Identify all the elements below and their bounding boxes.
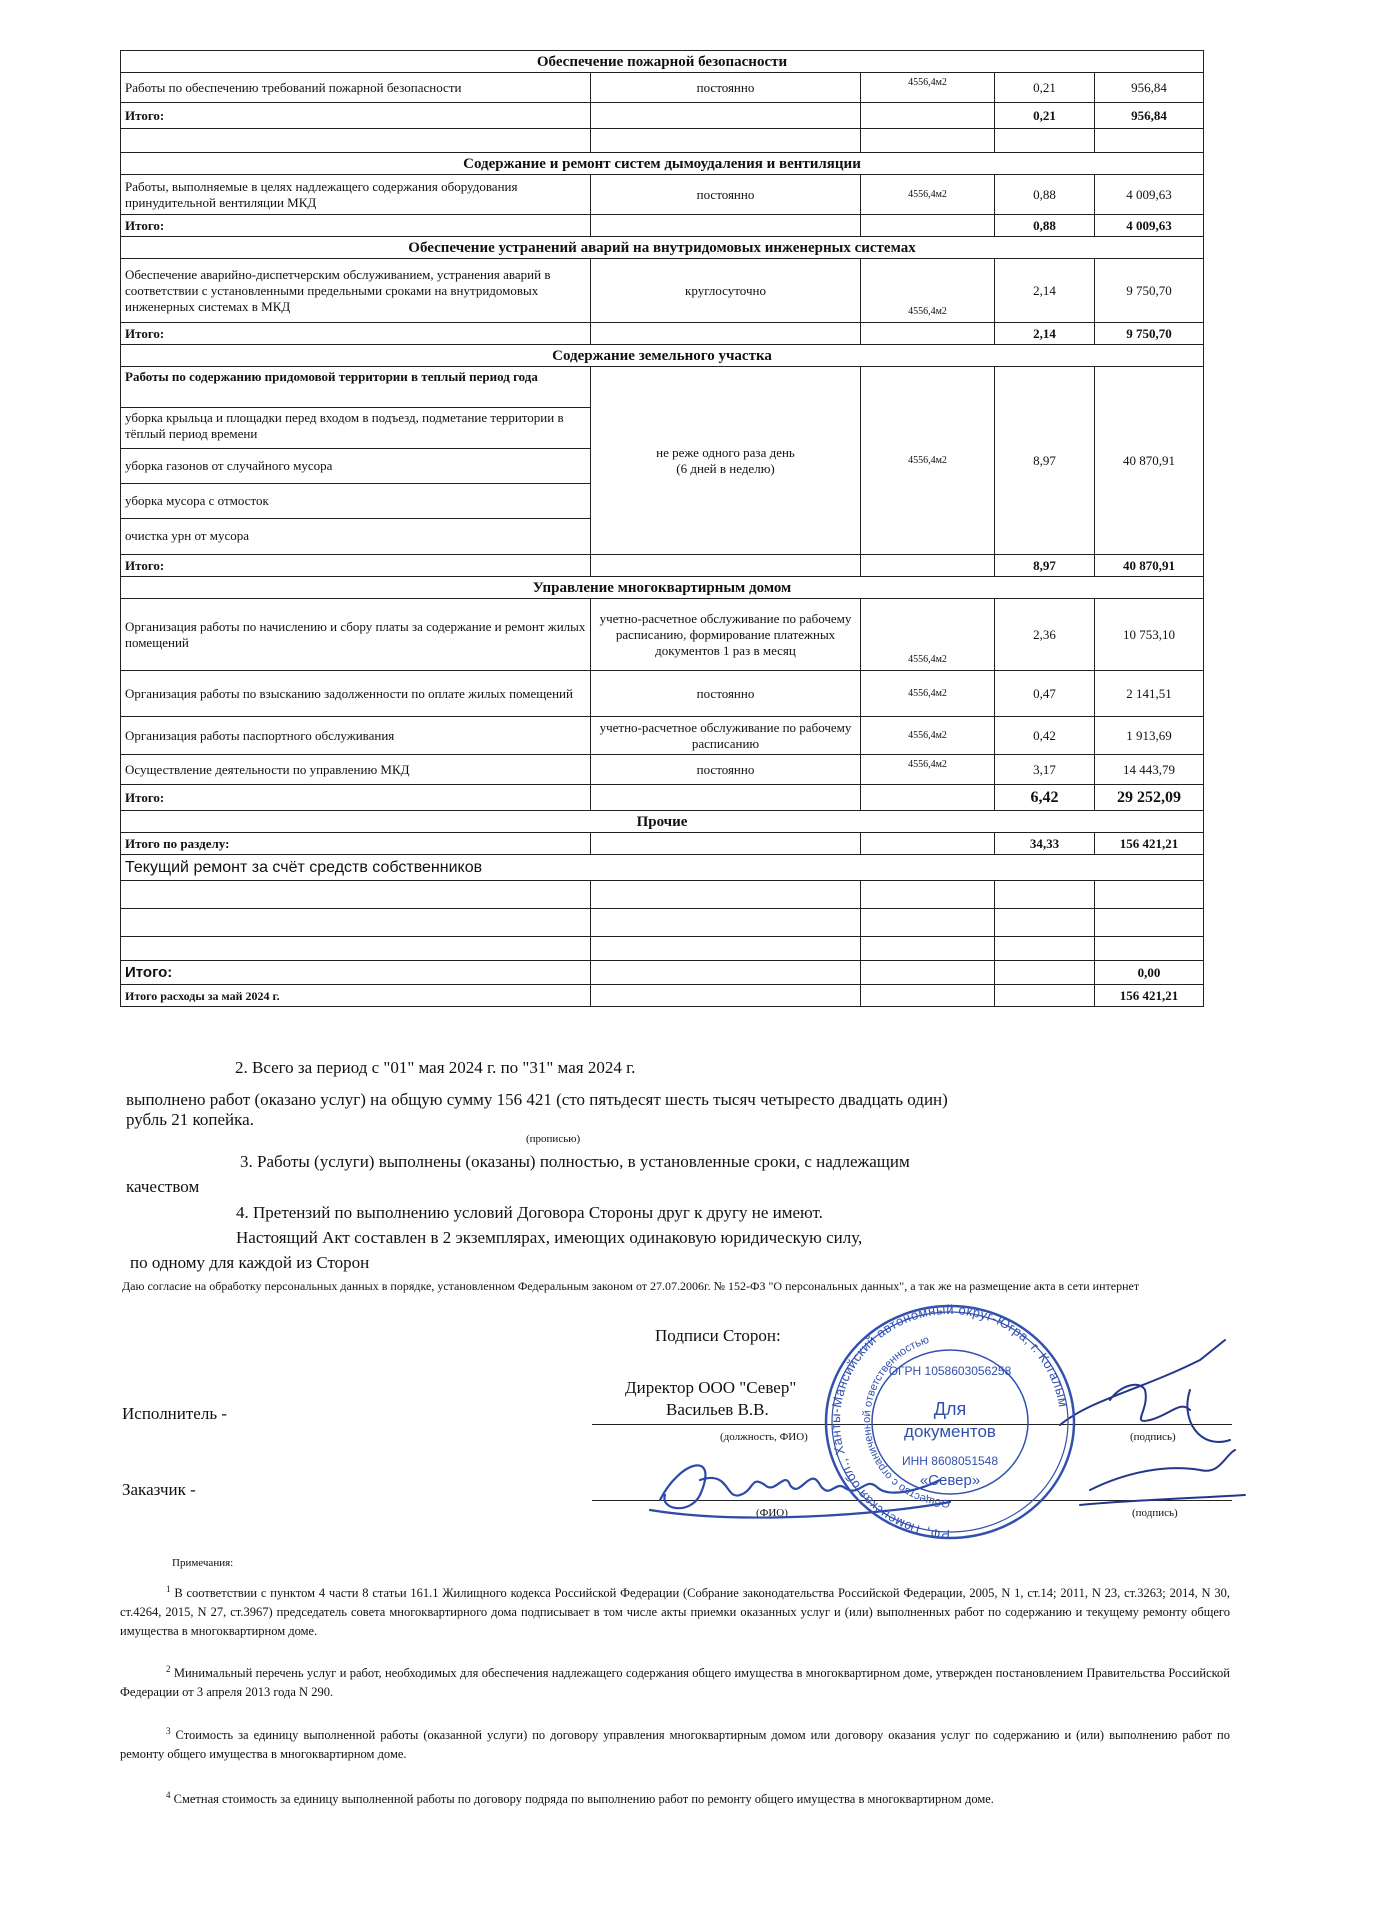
- list-item: Работы по содержанию придомовой территории в теплый период года: [121, 367, 590, 408]
- section-total-label: Итого по разделу:: [121, 833, 591, 855]
- services-table: [120, 50, 1204, 1007]
- note-1: [120, 1580, 1230, 1641]
- row-sum: 956,84: [1095, 73, 1204, 103]
- note-4-text: Сметная стоимость за единицу выполненной работы по договору подряда по выполнению работ по ремонту общего имущества в многоквартирном доме.: [173, 1792, 994, 1807]
- paragraph-2-body: выполнено работ (оказано услуг) на общую сумму 156 421 (сто пятьдесят шесть тысяч четыресто двадцать один): [126, 1090, 948, 1109]
- list-item: уборка крыльца и площадки перед входом в подъезд, подметание территории в тёплый период времени: [121, 408, 590, 449]
- repair-total-sum: 0,00: [1095, 961, 1204, 985]
- director-position: Директор ООО "Север": [625, 1378, 797, 1397]
- row-area: 4556,4м2: [861, 73, 995, 103]
- total-rate: 0,21: [995, 103, 1095, 129]
- row-period: постоянно: [591, 175, 861, 215]
- row-sum: 9 750,70: [1095, 259, 1204, 323]
- row-period: учетно-расчетное обслуживание по рабочему расписанию, формирование платежных документов 1 раз в месяц: [591, 599, 861, 671]
- total-sum: 29 252,09: [1095, 785, 1204, 811]
- note-2: [120, 1660, 1230, 1702]
- total-label: Итого:: [121, 215, 591, 237]
- section-title-other: Прочие: [121, 811, 1204, 833]
- month-total-label: Итого расходы за май 2024 г.: [121, 985, 591, 1007]
- row-area: 4556,4м2: [861, 755, 995, 785]
- note-4: [120, 1786, 1230, 1809]
- note-3: [120, 1722, 1230, 1764]
- row-area: 4556,4м2: [861, 599, 995, 671]
- repair-total-label: Итого:: [121, 961, 591, 985]
- row-area: 4556,4м2: [861, 671, 995, 717]
- total-sum: 956,84: [1095, 103, 1204, 129]
- month-total-sum: 156 421,21: [1095, 985, 1204, 1007]
- section-title-management: Управление многоквартирным домом: [121, 577, 1204, 599]
- row-sum: 2 141,51: [1095, 671, 1204, 717]
- section-total-sum: 156 421,21: [1095, 833, 1204, 855]
- row-name: Организация работы по взысканию задолженности по оплате жилых помещений: [121, 671, 591, 717]
- consent-text: Даю согласие на обработку персональных данных в порядке, установленном Федеральным законом от 27.07.2006г. № 152-ФЗ "О персональных данных", а так же на размещение акта в сети интернет: [122, 1279, 1140, 1293]
- stamp-center-text: документов: [904, 1422, 996, 1441]
- land-items-list: [121, 367, 590, 553]
- row-rate: 0,47: [995, 671, 1095, 717]
- propisyu-caption: (прописью): [526, 1133, 581, 1145]
- repair-title: Текущий ремонт за счёт средств собственников: [121, 855, 1204, 881]
- note-2-text: Минимальный перечень услуг и работ, необходимых для обеспечения надлежащего содержания общего имущества в многоквартирном доме, утвержден постановлением Правительства Российской Федерации от 3 апреля 2013 года N 290.: [120, 1666, 1230, 1700]
- row-period: постоянно: [591, 671, 861, 717]
- row-rate: 0,21: [995, 73, 1095, 103]
- row-sum: 14 443,79: [1095, 755, 1204, 785]
- total-label: Итого:: [121, 103, 591, 129]
- row-rate: 0,88: [995, 175, 1095, 215]
- list-item: уборка мусора с отмосток: [121, 484, 590, 519]
- row-sum: 40 870,91: [1095, 367, 1204, 555]
- row-area: 4556,4м2: [861, 717, 995, 755]
- section-title-land: Содержание земельного участка: [121, 345, 1204, 367]
- signatures-title: Подписи Сторон:: [655, 1326, 781, 1345]
- paragraph-4: 4. Претензий по выполнению условий Договора Стороны друг к другу не имеют.: [236, 1203, 823, 1222]
- note-1-number: 1: [166, 1584, 171, 1594]
- row-name: Организация работы паспортного обслуживания: [121, 717, 591, 755]
- paragraph-5: Настоящий Акт составлен в 2 экземплярах, имеющих одинаковую юридическую силу,: [236, 1228, 863, 1247]
- section-title-ventilation: Содержание и ремонт систем дымоудаления и вентиляции: [121, 153, 1204, 175]
- position-caption: (должность, ФИО): [720, 1431, 808, 1443]
- total-sum: 40 870,91: [1095, 555, 1204, 577]
- row-rate: 8,97: [995, 367, 1095, 555]
- total-rate: 8,97: [995, 555, 1095, 577]
- stamp-ogrn-text: ОГРН 1058603056258: [888, 1364, 1012, 1378]
- fio-caption: (ФИО): [756, 1507, 788, 1519]
- row-sum: 1 913,69: [1095, 717, 1204, 755]
- stamp-ring-text: РФ, Тюменская обл., Ханты-Мансийский автономный округ-Югра, г. Когалым: [827, 1301, 1072, 1543]
- paragraph-5-end: по одному для каждой из Сторон: [130, 1253, 370, 1272]
- executor-label: Исполнитель -: [122, 1404, 227, 1423]
- row-period: постоянно: [591, 755, 861, 785]
- note-4-number: 4: [166, 1790, 171, 1800]
- row-area: 4556,4м2: [861, 367, 995, 555]
- notes-title: Примечания:: [172, 1557, 234, 1569]
- row-sum: 4 009,63: [1095, 175, 1204, 215]
- row-name: Работы, выполняемые в целях надлежащего содержания оборудования принудительной вентиляции МКД: [121, 175, 591, 215]
- company-stamp: [805, 1300, 1095, 1545]
- section-title-fire: Обеспечение пожарной безопасности: [121, 51, 1204, 73]
- row-period: не реже одного раза день (6 дней в неделю): [591, 367, 861, 555]
- row-rate: 2,36: [995, 599, 1095, 671]
- row-rate: 3,17: [995, 755, 1095, 785]
- section-total-rate: 34,33: [995, 833, 1095, 855]
- signature-caption: (подпись): [1132, 1507, 1178, 1519]
- row-name: Работы по обеспечению требований пожарной безопасности: [121, 73, 591, 103]
- row-rate: 0,42: [995, 717, 1095, 755]
- total-sum: 9 750,70: [1095, 323, 1204, 345]
- row-name: Обеспечение аварийно-диспетчерским обслуживанием, устранения аварий в соответствии с установленными предельными сроками на внутридомовых инженерных системах в МКД: [121, 259, 591, 323]
- section-title-emergency: Обеспечение устранений аварий на внутридомовых инженерных системах: [121, 237, 1204, 259]
- list-item: уборка газонов от случайного мусора: [121, 449, 590, 484]
- note-3-text: Стоимость за единицу выполненной работы (оказанной услуги) по договору управления многоквартирным домом или договору оказания услуг по содержанию и (или) выполнению работ по ремонту общего имущества в многоквартирном доме.: [120, 1728, 1231, 1762]
- note-2-number: 2: [166, 1664, 171, 1674]
- stamp-inner-text: Общество с ограниченной ответственностью: [861, 1333, 951, 1510]
- total-sum: 4 009,63: [1095, 215, 1204, 237]
- row-rate: 2,14: [995, 259, 1095, 323]
- list-item: очистка урн от мусора: [125, 528, 249, 543]
- total-rate: 2,14: [995, 323, 1095, 345]
- paragraph-2: 2. Всего за период с "01" мая 2024 г. по "31" мая 2024 г.: [235, 1058, 636, 1077]
- total-rate: 0,88: [995, 215, 1095, 237]
- stamp-inn-text: ИНН 8608051548: [901, 1454, 999, 1468]
- paragraph-3: 3. Работы (услуги) выполнены (оказаны) полностью, в установленные сроки, с надлежащим: [240, 1152, 910, 1171]
- paragraph-2-end: рубль 21 копейка.: [126, 1110, 254, 1129]
- stamp-center-text: Для: [933, 1399, 967, 1419]
- row-period: учетно-расчетное обслуживание по рабочему расписанию: [591, 717, 861, 755]
- paragraph-3-end: качеством: [126, 1177, 200, 1196]
- note-1-text: В соответствии с пунктом 4 части 8 статьи 161.1 Жилищного кодекса Российской Федерации (Собрание законодательства Российской Федерации, 2005, N 1, ст.14; 2011, N 23, ст.3263; 2014, N 30, ст.4264, 2015, N 27, ст.3967) председатель совета многоквартирного дома подписывает в том числе акты приемки оказанных услуг и (или) выполненных работ по содержанию и текущему ремонту общего имущества в многоквартирном доме.: [120, 1586, 1231, 1639]
- row-name: Организация работы по начислению и сбору платы за содержание и ремонт жилых помещений: [121, 599, 591, 671]
- row-sum: 10 753,10: [1095, 599, 1204, 671]
- row-area: 4556,4м2: [861, 175, 995, 215]
- total-label: Итого:: [121, 323, 591, 345]
- customer-label: Заказчик -: [122, 1480, 196, 1499]
- director-name: Васильев В.В.: [666, 1400, 769, 1419]
- row-period: постоянно: [591, 73, 861, 103]
- row-period: круглосуточно: [591, 259, 861, 323]
- total-rate: 6,42: [995, 785, 1095, 811]
- signature-caption: (подпись): [1130, 1431, 1176, 1443]
- total-label: Итого:: [121, 785, 591, 811]
- note-3-number: 3: [166, 1726, 171, 1736]
- row-name: Осуществление деятельности по управлению МКД: [121, 755, 591, 785]
- stamp-company-name: «Север»: [919, 1472, 981, 1489]
- total-label: Итого:: [121, 555, 591, 577]
- row-area: 4556,4м2: [861, 259, 995, 323]
